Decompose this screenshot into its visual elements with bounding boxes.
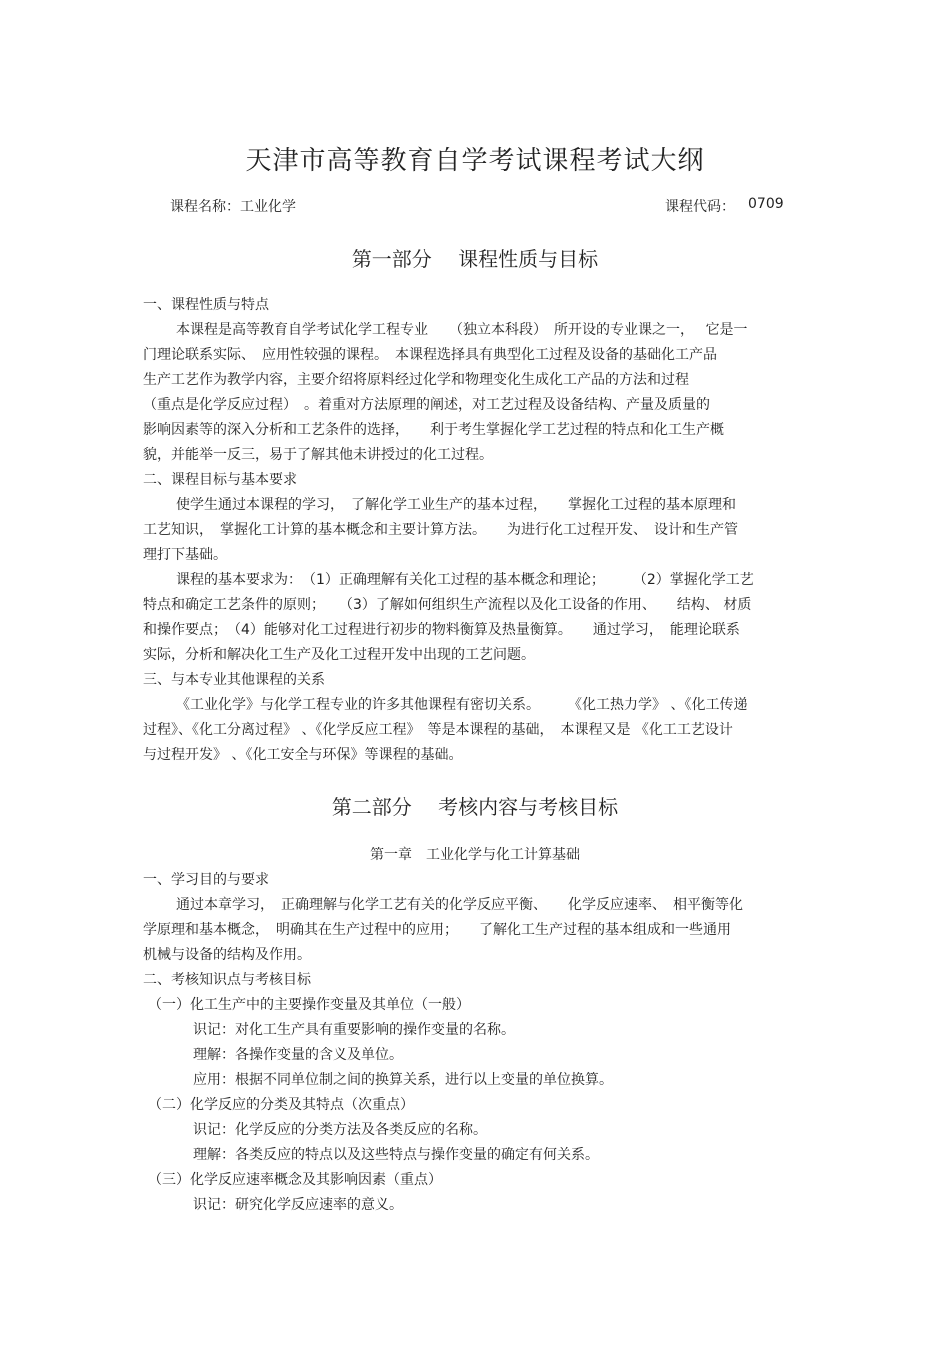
objective-item: 理解：各操作变量的含义及单位。	[193, 1047, 403, 1063]
paragraph-line: 课程的基本要求为： （1）正确理解有关化工过程的基本概念和理论； （2）掌握化学工艺	[176, 572, 754, 588]
course-name: 课程名称：工业化学	[170, 199, 296, 215]
paragraph-line: 实际，分析和解决化工生产及化工过程开发中出现的工艺问题。	[143, 647, 535, 663]
paragraph-line: 貌，并能举一反三，易于了解其他未讲授过的化工过程。	[143, 447, 493, 463]
course-code-label: 课程代码：	[665, 199, 735, 215]
section-heading: 二、课程目标与基本要求	[143, 472, 297, 488]
knowledge-point: （三）化学反应速率概念及其影响因素（重点）	[148, 1172, 442, 1188]
chapter-heading: 第一章 工业化学与化工计算基础	[370, 847, 580, 863]
page-title: 天津市高等教育自学考试课程考试大纲	[245, 146, 705, 176]
objective-item: 应用：根据不同单位制之间的换算关系，进行以上变量的单位换算。	[193, 1072, 613, 1088]
course-code: 0709	[748, 196, 784, 212]
objective-item: 识记：对化工生产具有重要影响的操作变量的名称。	[193, 1022, 515, 1038]
part2-heading: 第二部分 考核内容与考核目标	[331, 795, 619, 819]
paragraph-line: 理打下基础。	[143, 547, 227, 563]
knowledge-point: （一）化工生产中的主要操作变量及其单位（一般）	[148, 997, 470, 1013]
paragraph-line: 使学生通过本课程的学习， 了解化学工业生产的基本过程， 掌握化工过程的基本原理和	[176, 497, 736, 513]
paragraph-line: 工艺知识， 掌握化工计算的基本概念和主要计算方法。 为进行化工过程开发、 设计和生产管	[143, 522, 738, 538]
objective-item: 识记：研究化学反应速率的意义。	[193, 1197, 403, 1213]
paragraph-line: （重点是化学反应过程） 。着重对方法原理的阐述，对工艺过程及设备结构、产量及质量的	[143, 397, 710, 413]
section-heading: 一、学习目的与要求	[143, 872, 269, 888]
objective-item: 识记：化学反应的分类方法及各类反应的名称。	[193, 1122, 487, 1138]
paragraph-line: 特点和确定工艺条件的原则； （3）了解如何组织生产流程以及化工设备的作用、 结构、 材质	[143, 597, 752, 613]
section-heading: 三、与本专业其他课程的关系	[143, 672, 325, 688]
part1-heading: 第一部分 课程性质与目标	[351, 247, 599, 271]
paragraph-line: 和操作要点； （4）能够对化工过程进行初步的物料衡算及热量衡算。 通过学习， 能理论联系	[143, 622, 740, 638]
paragraph-line: 与过程开发》 、《化工安全与环保》等课程的基础。	[143, 747, 463, 763]
paragraph-line: 学原理和基本概念， 明确其在生产过程中的应用； 了解化工生产过程的基本组成和一些通用	[143, 922, 731, 938]
objective-item: 理解：各类反应的特点以及这些特点与操作变量的确定有何关系。	[193, 1147, 599, 1163]
paragraph-line: 生产工艺作为教学内容，主要介绍将原料经过化学和物理变化生成化工产品的方法和过程	[143, 372, 689, 388]
paragraph-line: 过程》、《化工分离过程》 、《化学反应工程》 等是本课程的基础， 本课程又是 《化工工艺设计	[143, 722, 733, 738]
paragraph-line: 本课程是高等教育自学考试化学工程专业 （独立本科段） 所开设的专业课之一， 它是一	[176, 322, 748, 338]
paragraph-line: 《工业化学》与化学工程专业的许多其他课程有密切关系。 《化工热力学》 、《化工传递	[176, 697, 748, 713]
paragraph-line: 通过本章学习， 正确理解与化学工艺有关的化学反应平衡、 化学反应速率、 相平衡等化	[176, 897, 743, 913]
paragraph-line: 影响因素等的深入分析和工艺条件的选择， 利于考生掌握化学工艺过程的特点和化工生产概	[143, 422, 724, 438]
paragraph-line: 机械与设备的结构及作用。	[143, 947, 311, 963]
paragraph-line: 门理论联系实际、 应用性较强的课程。 本课程选择具有典型化工过程及设备的基础化工产品	[143, 347, 717, 363]
knowledge-point: （二）化学反应的分类及其特点（次重点）	[148, 1097, 414, 1113]
section-heading: 二、考核知识点与考核目标	[143, 972, 311, 988]
section-heading: 一、课程性质与特点	[143, 297, 269, 313]
